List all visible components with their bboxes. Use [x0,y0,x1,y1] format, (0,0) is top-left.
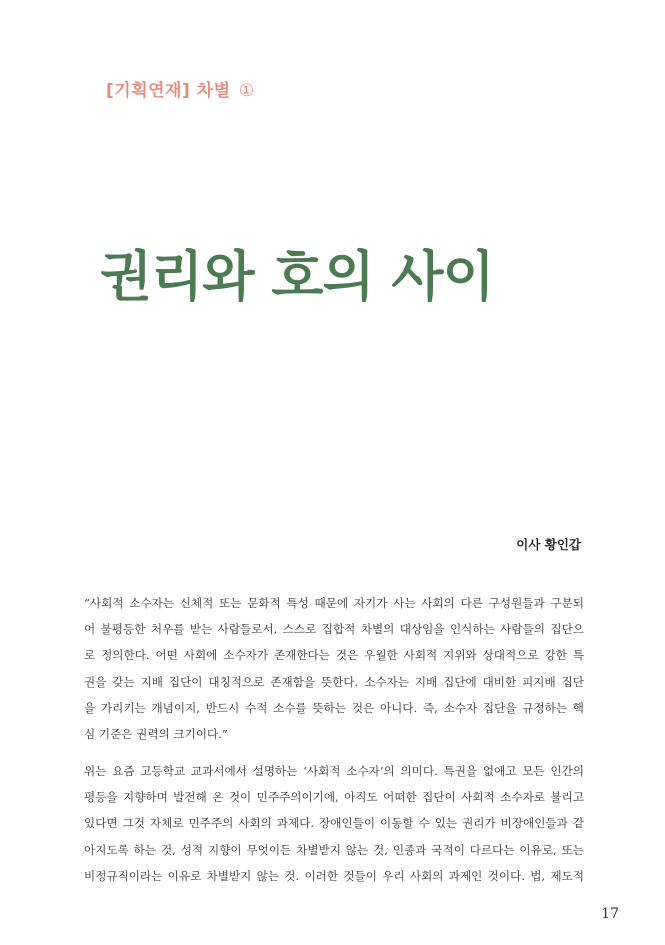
paragraph-quote [84,590,584,747]
author-byline: 이사 황인갑 [516,537,581,552]
article-title: 권리와 호의 사이 [100,245,494,308]
text-line: 어 불평등한 처우를 받는 사람들로서, 스스로 집합적 차별의 대상임을 인식하는 사람들의 집단으 [84,622,584,637]
series-label-text: [기획연재] 차별 [106,81,231,101]
text-line: 아지도록 하는 것, 성적 지향이 무엇이든 차별받지 않는 것, 인종과 국적이 다르다는 이유로, 또는 [84,842,584,857]
text-line: “사회적 소수자는 신체적 또는 문화적 특성 때문에 자기가 사는 사회의 다른 구성원들과 구분되 [84,596,584,610]
text-line: 로 정의한다. 어떤 사회에 소수자가 존재한다는 것은 우월한 사회적 지위와 상대적으로 강한 특 [84,648,584,663]
paragraph-body [84,758,584,889]
text-line: 심 기준은 권력의 크기이다.” [84,726,228,741]
text-line: 비정규직이라는 이유로 차별받지 않는 것. 이러한 것들이 우리 사회의 과제인 것이다. 법, 제도적 [84,868,584,883]
series-number: ① [238,81,255,101]
text-line: 평등을 지향하며 발전해 온 것이 민주주의이기에, 아직도 어떠한 집단이 사회적 소수자로 불리고 [84,790,584,805]
text-line: 권을 갖는 지배 집단이 대칭적으로 존재함을 뜻한다. 소수자는 지배 집단에 대비한 피지배 집단 [84,674,584,689]
text-line: 위는 요즘 고등학교 교과서에서 설명하는 ‘사회적 소수자’의 의미다. 특권을 없애고 모든 인간의 [84,764,584,778]
text-line: 을 가리키는 개념이지, 반드시 수적 소수를 뜻하는 것은 아니다. 즉, 소수자 집단을 규정하는 핵 [84,700,584,715]
page-number: 17 [601,906,619,922]
series-label [106,76,255,101]
text-line: 있다면 그것 자체로 민주주의 사회의 과제다. 장애인들이 이동할 수 있는 권리가 비장애인들과 같 [84,816,584,831]
